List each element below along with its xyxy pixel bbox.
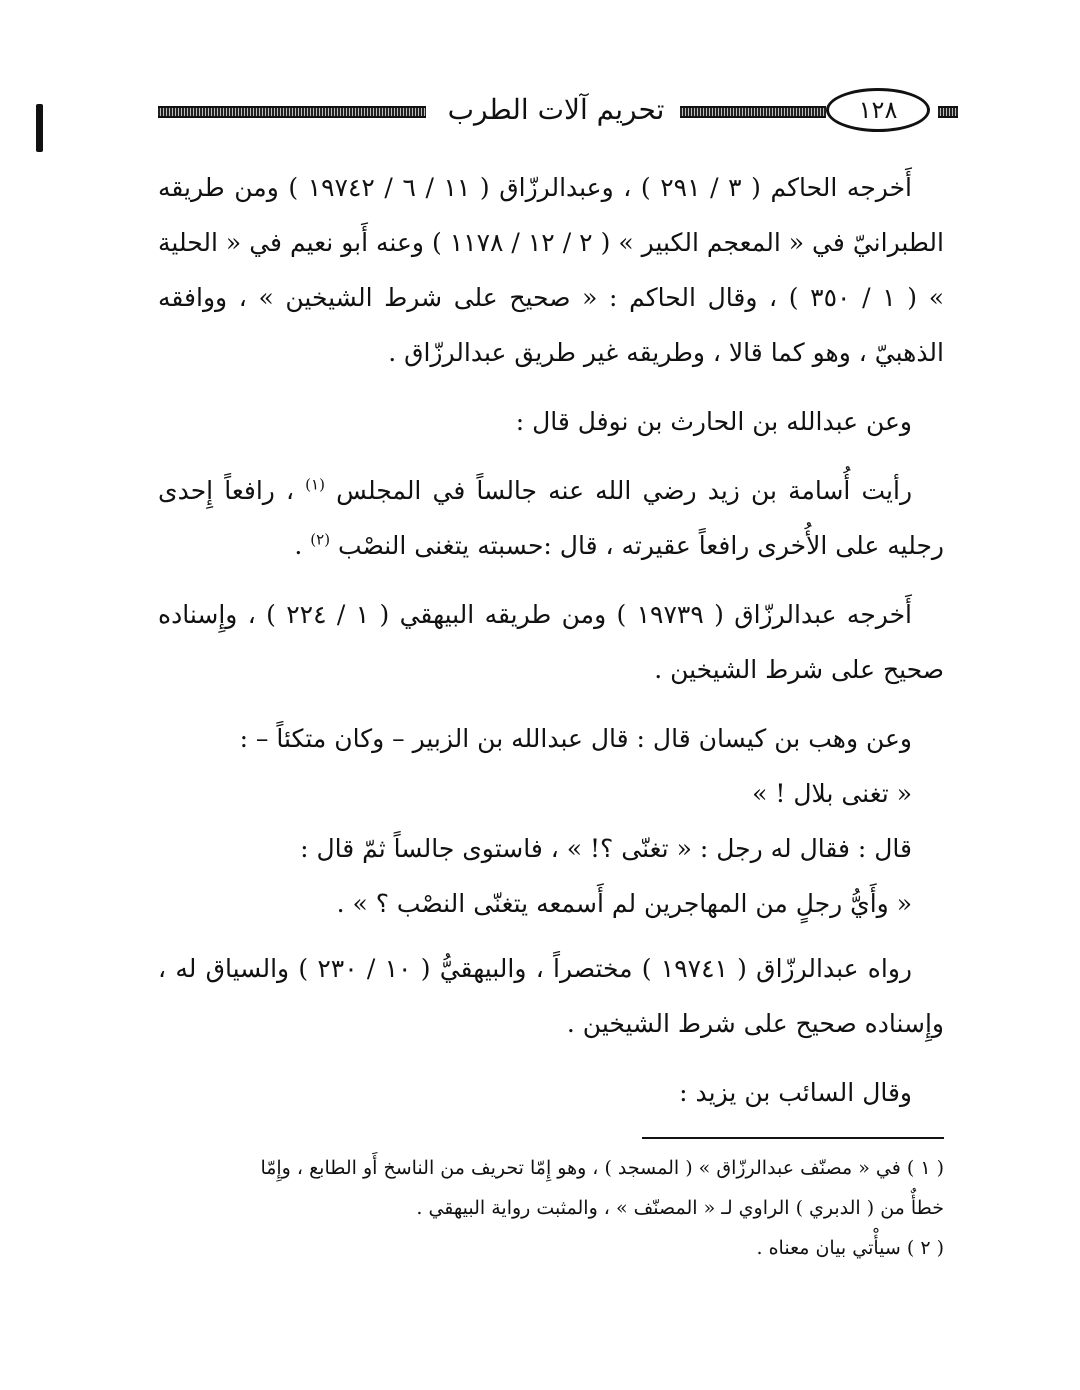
paragraph-abdulrazzaq-takhrij: أَخرجه عبدالرزّاق ( ١٩٧٣٩ ) ومن طريقه البيهقي ( ١ / ٢٢٤ ) ، وإِسناده صحيح على شرط الشيخين .: [158, 600, 944, 684]
paragraph-abdullah-harith: وعن عبدالله بن الحارث بن نوفل قال :: [515, 407, 912, 436]
narration-text-c: .: [294, 531, 303, 560]
paragraph-wahb-kaysan: وعن وهب بن كيسان قال : قال عبدالله بن الزبير – وكان متكئاً – :: [239, 724, 912, 753]
footnote-1-line-1: ( ١ ) في « مصنّف عبدالرزّاق » ( المسجد ) ، وهو إِمّا تحريف من الناسخ أَو الطابع ، وإِمّا: [260, 1157, 944, 1179]
quote-muhajirin: « وأَيُّ رجلٍ من المهاجرين لم أَسمعه يتغنّى النصْب ؟ » .: [336, 889, 912, 918]
header-rule-end: [938, 106, 958, 118]
paragraph-rajul-said: قال : فقال له رجل : « تغنّى ؟! » ، فاستوى جالساً ثمّ قال :: [300, 834, 912, 863]
paragraph-usama-narration: [158, 463, 944, 573]
header-rule-right: [680, 106, 826, 118]
page-number: ١٢٨: [826, 88, 930, 132]
footnote-ref-1[interactable]: (١): [305, 475, 325, 494]
footnote-1-line-2: خطأٌ من ( الدبري ) الراوي لـ « المصنّف » ، والمثبت رواية البيهقي .: [416, 1197, 944, 1219]
paragraph-saib-yazid: وقال السائب بن يزيد :: [679, 1078, 912, 1107]
footnote-separator: [642, 1137, 944, 1139]
narration-text-a: رأيت أُسامة بن زيد رضي الله عنه جالساً في المجلس: [336, 476, 913, 505]
footnote-ref-2[interactable]: (٢): [310, 530, 331, 549]
footnotes: [158, 1148, 944, 1268]
footnote-2: ( ٢ ) سيأْتي بيان معناه .: [756, 1237, 944, 1259]
narration-text-b: ، رافعاً إِحدى رجليه على الأُخرى رافعاً عقيرته ، قال :حسبته يتغنى النصْب: [158, 476, 944, 560]
running-header: [158, 82, 958, 142]
paragraph-bayhaqi-takhrij: رواه عبدالرزّاق ( ١٩٧٤١ ) مختصراً ، والبيهقيُّ ( ١٠ / ٢٣٠ ) والسياق له ، وإِسناده صحيح على شرط الشيخين .: [158, 954, 944, 1038]
header-rule-left: [158, 106, 426, 118]
quote-bilal: « تغنى بلال ! »: [752, 779, 912, 808]
paragraph-hakim-takhrij: أَخرجه الحاكم ( ٣ / ٢٩١ ) ، وعبدالرزّاق ( ١١ / ٦ / ١٩٧٤٢ ) ومن طريقه الطبرانيّ في « المعجم الكبير » ( ٢ / ١٢ / ١١٧٨ ) وعنه أَبو نعيم في « الحلية » ( ١ / ٣٥٠ ) ، وقال الحاكم : « صحيح على شرط الشيخين » ، ووافقه الذهبيّ ، وهو كما قالا ، وطريقه غير طريق عبدالرزّاق .: [158, 173, 944, 367]
page-edge-mark: [36, 104, 43, 152]
running-title: تحريم آلات الطرب: [447, 93, 665, 126]
paragraph-gap: [158, 931, 944, 941]
main-text: [158, 160, 944, 1120]
